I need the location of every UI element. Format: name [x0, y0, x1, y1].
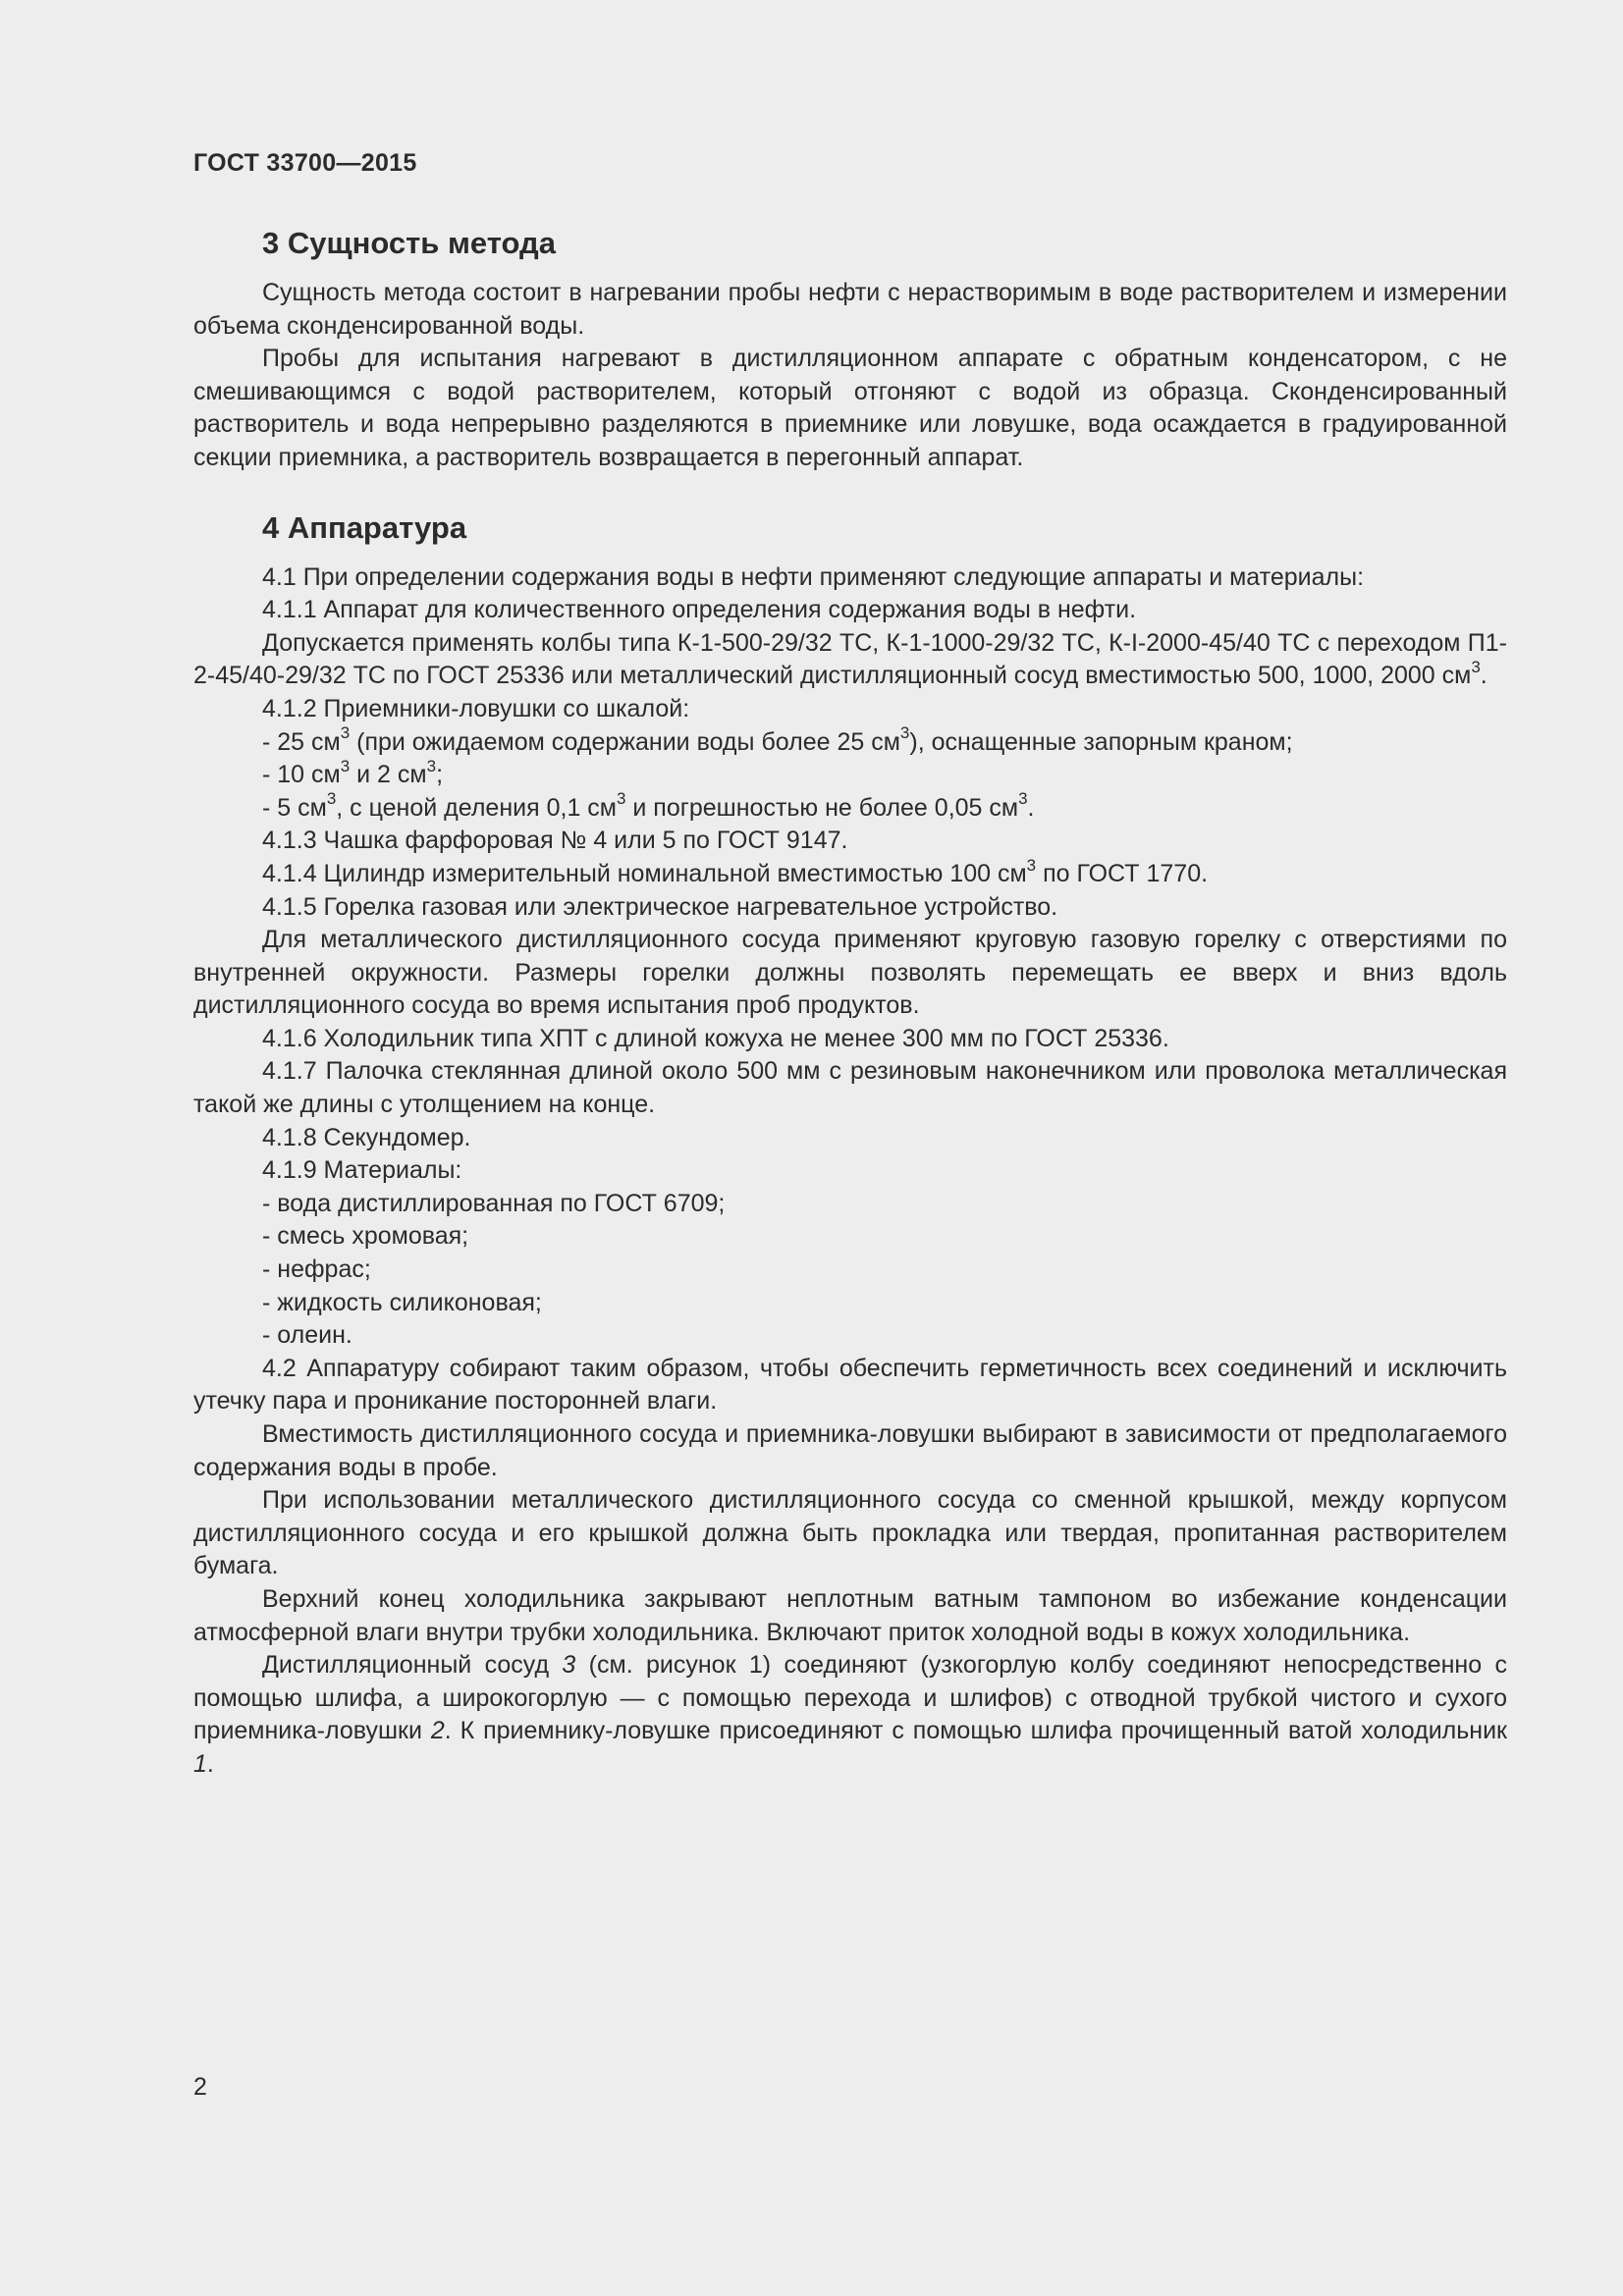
superscript: 3 — [1471, 658, 1481, 677]
document-header: ГОСТ 33700—2015 — [193, 149, 417, 177]
figure-ref: 2 — [430, 1717, 445, 1745]
text-fragment: . — [206, 1749, 214, 1778]
paragraph: 4.1.2 Приемники-ловушки со шкалой: — [262, 694, 690, 722]
text-fragment: . К приемнику-ловушке присоединяют с помощью шлифа прочищенный ватой холодильник — [444, 1717, 1507, 1745]
paragraph: 4.1 При определении содержания воды в нефти применяют следующие аппараты и материалы: — [262, 562, 1365, 591]
paragraph: 4.1.9 Материалы: — [262, 1156, 462, 1185]
text-fragment: и погрешностью не более 0,05 см — [625, 793, 1019, 822]
text-fragment: - 25 см — [262, 727, 341, 756]
section-4-heading: 4 Аппаратура — [262, 509, 467, 545]
superscript: 3 — [899, 723, 910, 743]
list-item: - олеин. — [262, 1321, 352, 1350]
text-fragment: Допускается применять колбы типа К-1-500-29/32 ТС, К-1-1000-29/32 ТС, К-I-2000-45/40 ТС с переходом П1-2-45/40-29/32 ТС по ГОСТ 25336 или металлический дистилляционный сосуд вместимостью 500, 1000, 2000 см — [193, 628, 1507, 690]
paragraph: 4.2 Аппаратуру собирают таким образом, чтобы обеспечить герметичность всех соединений и исключить утечку пара и проникание посторонней влаги. — [193, 1354, 1507, 1415]
paragraph — [193, 627, 1507, 693]
text-fragment: по ГОСТ 1770. — [1036, 859, 1209, 887]
text-fragment: . — [1027, 793, 1035, 822]
text-fragment: . — [1480, 662, 1488, 690]
list-item: - смесь хромовая; — [262, 1222, 469, 1251]
paragraph — [193, 855, 1507, 891]
text-fragment: Дистилляционный сосуд — [262, 1651, 563, 1680]
text-fragment: - 5 см — [262, 793, 327, 822]
superscript: 3 — [340, 723, 351, 743]
superscript: 3 — [1018, 789, 1028, 809]
section-3-heading: 3 Сущность метода — [262, 226, 556, 260]
figure-ref: 3 — [562, 1651, 576, 1680]
text-fragment: - 10 см — [262, 761, 341, 789]
paragraph — [193, 1649, 1507, 1781]
text-fragment: ; — [436, 761, 444, 789]
superscript: 3 — [340, 756, 351, 775]
paragraph: Вместимость дистилляционного сосуда и приемника-ловушки выбирают в зависимости от предполагаемого содержания воды в пробе. — [193, 1420, 1507, 1481]
list-item: - жидкость силиконовая; — [262, 1288, 542, 1316]
list-item — [193, 723, 1507, 760]
paragraph: Для металлического дистилляционного сосуда применяют круговую газовую горелку с отверстиями по внутренней окружности. Размеры горелки должны позволять перемещать ее вверх и вниз вдоль дистилляционного сосуда во время испытания проб продуктов. — [193, 926, 1507, 1020]
paragraph: 4.1.7 Палочка стеклянная длиной около 500 мм с резиновым наконечником или проволока металлическая такой же длины с утолщением на конце. — [193, 1057, 1507, 1119]
list-item — [193, 789, 1507, 826]
paragraph: 4.1.8 Секундомер. — [262, 1123, 471, 1151]
paragraph: Пробы для испытания нагревают в дистилляционном аппарате с обратным конденсатором, с не смешивающимся с водой растворителем, который отгоняют с водой из образца. Сконденсированный растворитель и вода непрерывно разделяются в приемнике или ловушке, вода осаждается в градуированной секции приемника, а растворитель возвращается в перегонный аппарат. — [193, 345, 1507, 471]
text-fragment: и 2 см — [350, 761, 427, 789]
superscript: 3 — [616, 789, 626, 809]
figure-ref: 1 — [193, 1749, 207, 1778]
paragraph: Сущность метода состоит в нагревании пробы нефти с нерастворимым в воде растворителем и измерении объема сконденсированной воды. — [193, 279, 1507, 340]
paragraph: 4.1.5 Горелка газовая или электрическое нагревательное устройство. — [262, 892, 1058, 921]
page-number: 2 — [193, 2073, 207, 2101]
paragraph: При использовании металлического дистилляционного сосуда со сменной крышкой, между корпусом дистилляционного сосуда и его крышкой должна быть прокладка или твердая, пропитанная растворителем бумага. — [193, 1486, 1507, 1580]
paragraph: Верхний конец холодильника закрывают неплотным ватным тампоном во избежание конденсации атмосферной влаги внутри трубки холодильника. Включают приток холодной воды в кожух холодильника. — [193, 1584, 1507, 1646]
paragraph: 4.1.6 Холодильник типа ХПТ с длиной кожуха не менее 300 мм по ГОСТ 25336. — [262, 1024, 1169, 1052]
list-item: - нефрас; — [262, 1255, 371, 1284]
list-item — [193, 756, 1507, 792]
paragraph: 4.1.3 Чашка фарфоровая № 4 или 5 по ГОСТ 9147. — [262, 827, 848, 855]
text-fragment: (см. рисунок 1) соединяют (узкогорлую колбу соединяют непосредственно с помощью шлифа, а широкогорлую — с помощью перехода и шлифов) с отводной трубкой чистого и сухого приемника-ловушки — [193, 1651, 1507, 1745]
list-item: - вода дистиллированная по ГОСТ 6709; — [262, 1189, 726, 1217]
superscript: 3 — [326, 789, 337, 809]
text-fragment: , с ценой деления 0,1 см — [336, 793, 617, 822]
text-fragment: ), оснащенные запорным краном; — [909, 727, 1293, 756]
text-fragment: 4.1.4 Цилиндр измерительный номинальной вместимостью 100 см — [262, 859, 1027, 887]
text-fragment: (при ожидаемом содержании воды более 25 см — [350, 727, 900, 756]
superscript: 3 — [1026, 855, 1037, 875]
superscript: 3 — [426, 756, 437, 775]
page-body — [193, 224, 1507, 1782]
paragraph: 4.1.1 Аппарат для количественного определения содержания воды в нефти. — [262, 596, 1137, 624]
